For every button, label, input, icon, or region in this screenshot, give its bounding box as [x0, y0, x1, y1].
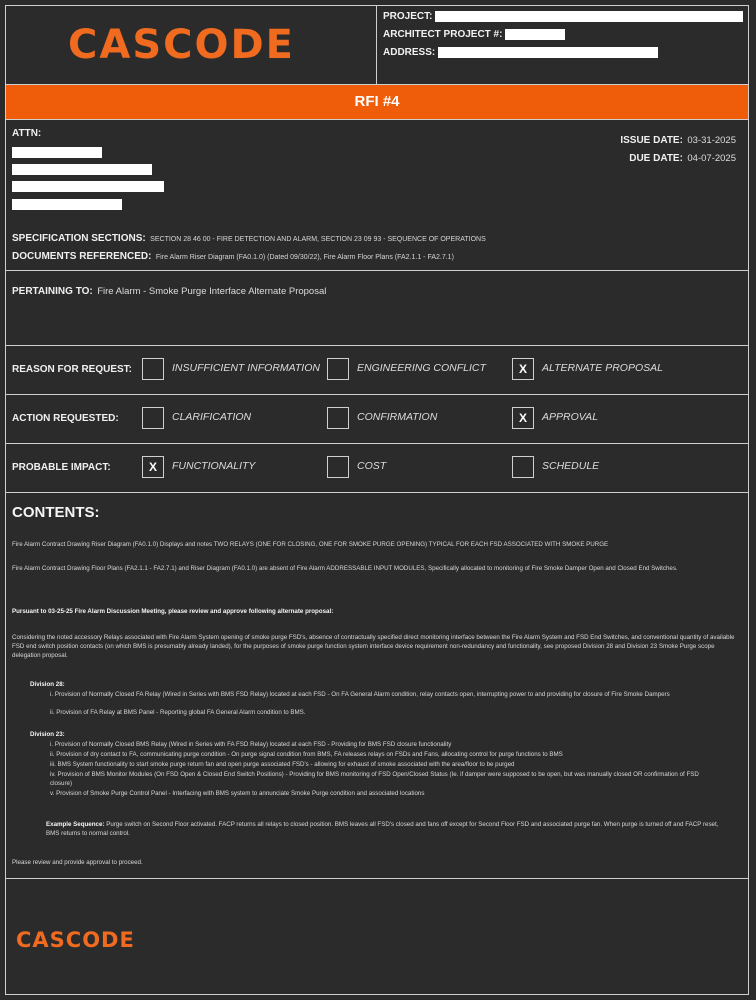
- spec-value: SECTION 28 46 00 - FIRE DETECTION AND ALARM, SECTION 23 09 93 - SEQUENCE OF OPERATIONS: [150, 236, 486, 243]
- option-label: APPROVAL: [542, 411, 599, 423]
- issue-date-label: ISSUE DATE:: [620, 135, 683, 146]
- attn-label: ATTN:: [12, 128, 42, 139]
- example-label: Example Sequence:: [46, 821, 105, 828]
- docs-label: DOCUMENTS REFERENCED:: [12, 251, 152, 262]
- due-date-value: 04-07-2025: [687, 153, 736, 164]
- address-label: ADDRESS:: [383, 47, 436, 58]
- impact-label: PROBABLE IMPACT:: [12, 462, 111, 473]
- option-label: INSUFFICIENT INFORMATION: [172, 362, 320, 374]
- checkbox[interactable]: [512, 456, 534, 478]
- spec-sections: [12, 228, 486, 246]
- due-date-label: DUE DATE:: [629, 153, 683, 164]
- option-label: COST: [357, 460, 387, 472]
- pertaining-label: PERTAINING TO:: [12, 286, 93, 297]
- issue-date: [620, 130, 736, 148]
- contents-paragraph-4: Considering the noted accessory Relays associated with Fire Alarm System opening of smoke purge FSD's, absence of contractually specified direct monitoring interface between the Fire Alarm System and FSD End Switches, and conventional quantity of available FSD end switch position contacts (on which BMS is presumably already landed), for the purposes of smoke purge function system interface device requirement non-redundancy and functionality, see proposed Division 28 and Division 23 Smoke Purge scope delegation proposal.: [12, 634, 735, 659]
- contents-paragraph-3: Pursuant to 03-25-25 Fire Alarm Discussion Meeting, please review and approve following alternate proposal:: [12, 608, 334, 615]
- action-label: ACTION REQUESTED:: [12, 413, 119, 424]
- checkbox[interactable]: X: [142, 456, 164, 478]
- project-redaction: [435, 11, 743, 22]
- division-28-title: Division 28:: [30, 681, 65, 688]
- brand-logo: CASCODE: [68, 22, 296, 68]
- attn-redaction-1: [12, 147, 102, 158]
- option-label: FUNCTIONALITY: [172, 460, 256, 472]
- architect-label: ARCHITECT PROJECT #:: [383, 29, 503, 40]
- issue-date-value: 03-31-2025: [687, 135, 736, 146]
- division-23-item-3: iii. BMS System functionality to start smoke purge return fan and open purge associated FSD's - allowing for exhaust of smoke associated with the area/floor to be purged: [50, 761, 515, 768]
- reason-label: REASON FOR REQUEST:: [12, 364, 133, 375]
- checkbox[interactable]: [327, 407, 349, 429]
- option-label: ENGINEERING CONFLICT: [357, 362, 486, 374]
- division-23-item-4: iv. Provision of BMS Monitor Modules (On FSD Open & Closed End Switch Positions) - Providing for BMS monitoring of FSD Open/Closed Status (Ie. if damper were supposed to be open, but was manually closed OR confirmation of FSD closure): [50, 771, 699, 787]
- attn-redaction-3: [12, 181, 164, 192]
- header: [6, 6, 748, 85]
- option-label: CONFIRMATION: [357, 411, 438, 423]
- address-row: [383, 46, 658, 60]
- project-label: PROJECT:: [383, 11, 433, 22]
- pertaining-value: Fire Alarm - Smoke Purge Interface Alternate Proposal: [97, 286, 327, 297]
- rfi-document: [5, 5, 749, 995]
- option-label: ALTERNATE PROPOSAL: [542, 362, 663, 374]
- division-23-title: Division 23:: [30, 731, 65, 738]
- division-23-item-1: i. Provision of Normally Closed BMS Relay (Wired in Series with FA FSD Relay) located at each FSD - Providing for BMS FSD closure functionality: [50, 741, 452, 748]
- contents-heading: CONTENTS:: [12, 504, 100, 521]
- checkbox[interactable]: [327, 456, 349, 478]
- attn-section: [6, 120, 748, 271]
- example-text: Purge switch on Second Floor activated. FACP returns all relays to closed position. BMS leaves all FSD's closed and fans off except for Second Floor FSD and associated purge fan. When purge is turned off and FACP reset, BMS returns to normal control.: [46, 821, 719, 837]
- division-28-item-1: i. Provision of Normally Closed FA Relay (Wired in Series with BMS FSD Relay) located at each FSD - On FA General Alarm condition, relay contacts open, interrupting power to and providing for closure of Fire Smoke Dampers: [50, 691, 670, 698]
- action-row: [6, 395, 748, 444]
- documents-referenced: [12, 246, 454, 264]
- contents-section: [6, 494, 748, 879]
- reason-row: [6, 346, 748, 395]
- checkbox[interactable]: [142, 407, 164, 429]
- option-label: SCHEDULE: [542, 460, 600, 472]
- closing-note: Please review and provide approval to proceed.: [12, 859, 143, 866]
- docs-value: Fire Alarm Riser Diagram (FA0.1.0) (Dated 09/30/22), Fire Alarm Floor Plans (FA2.1.1 - FA2.7.1): [155, 254, 454, 261]
- division-28-item-2: ii. Provision of FA Relay at BMS Panel - Reporting global FA General Alarm condition to BMS.: [50, 709, 306, 716]
- project-info-box: [376, 6, 749, 84]
- project-row: [383, 10, 743, 24]
- division-23-item-2: ii. Provision of dry contact to FA, communicating purge condition - On purge signal condition from BMS, FA releases relays on FSDs and Fans, allocating control for purge functions to BMS: [50, 751, 563, 758]
- attn-redaction-2: [12, 164, 152, 175]
- checkbox[interactable]: [142, 358, 164, 380]
- contents-paragraph-2: Fire Alarm Contract Drawing Floor Plans (FA2.1.1 - FA2.7.1) and Riser Diagram (FA0.1.0) are absent of Fire Alarm ADDRESSABLE INPUT MODULES, Specifically allocated to monitoring of Fire Smoke Damper Open and Closed End Switches.: [12, 565, 678, 572]
- architect-redaction: [505, 29, 565, 40]
- spec-label: SPECIFICATION SECTIONS:: [12, 233, 146, 244]
- footer-logo: CASCODE: [16, 928, 135, 952]
- checkbox[interactable]: X: [512, 407, 534, 429]
- checkbox[interactable]: [327, 358, 349, 380]
- due-date: [629, 148, 736, 166]
- contents-paragraph-1: Fire Alarm Contract Drawing Riser Diagram (FA0.1.0) Displays and notes TWO RELAYS (ONE FOR CLOSING, ONE FOR SMOKE PURGE OPENING) TYPICAL FOR EACH FSD ASSOCIATED WITH SMOKE PURGE: [12, 541, 609, 548]
- pertaining: [12, 281, 326, 299]
- example-sequence: [46, 820, 726, 838]
- option-label: CLARIFICATION: [172, 411, 252, 423]
- pertaining-section: [6, 271, 748, 346]
- address-redaction: [438, 47, 658, 58]
- checkbox[interactable]: X: [512, 358, 534, 380]
- rfi-title-bar: RFI #4: [6, 85, 748, 120]
- attn-redaction-4: [12, 199, 122, 210]
- division-23-item-5: v. Provision of Smoke Purge Control Panel - Interfacing with BMS system to annunciate Smoke Purge condition and associated locations: [50, 790, 425, 797]
- architect-row: [383, 28, 565, 42]
- impact-row: [6, 444, 748, 493]
